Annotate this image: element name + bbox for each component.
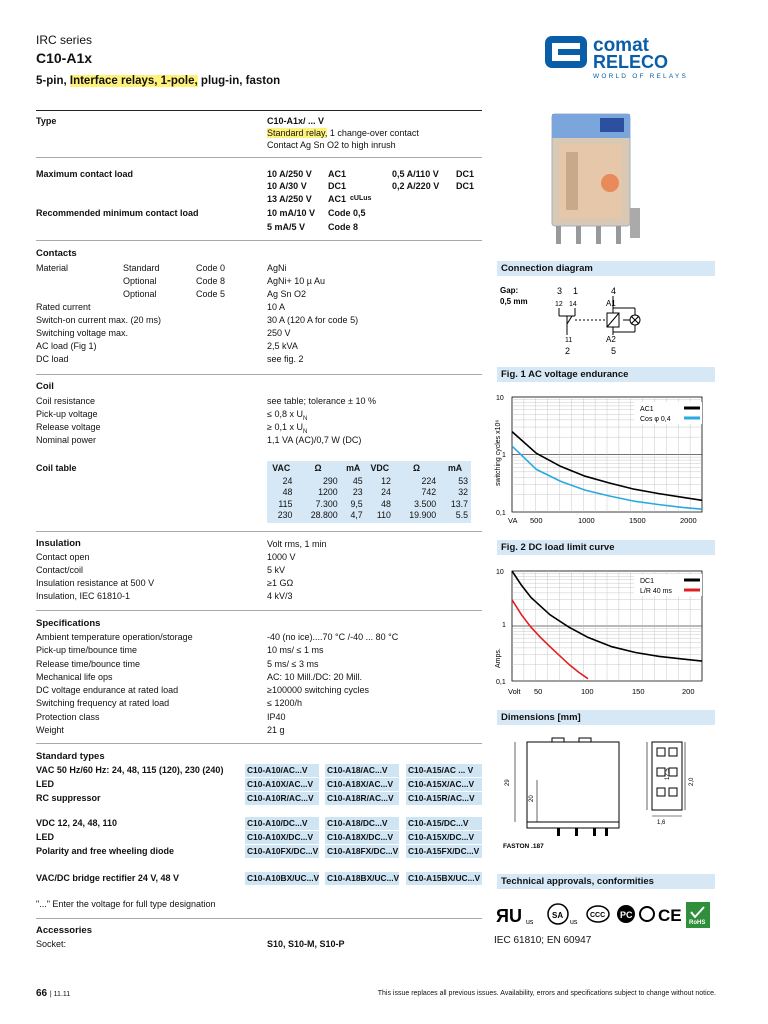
min-load-a0: 10 mA/10 V [267,208,316,218]
spec-val-2: 5 ms/ ≤ 3 ms [267,659,319,669]
divider [36,918,482,919]
contacts-key-4: DC load [36,354,69,364]
connection-diagram-title: Connection diagram [497,261,715,276]
coil-cell: 4,7 [350,509,363,520]
connection-diagram-icon [497,280,715,360]
fig1-ytick-2: 0,1 [496,510,506,517]
conn-label-14: 14 [569,301,577,308]
fig2-ytick-1: 1 [502,622,506,629]
dim-body [527,742,619,822]
coil-cell: 3.500 [414,498,437,509]
insulation-val-3: ≥1 GΩ [267,578,294,588]
logo-word-comat: comat [593,35,649,56]
coil-cell: 742 [421,487,437,498]
contacts-val-1: 30 A (120 A for code 5) [267,315,359,325]
max-load-b1: DC1 [328,181,347,191]
insulation-key-4: Insulation, IEC 61810-1 [36,591,131,601]
coil-cell: 115 [278,498,293,509]
insulation-key-1: Contact open [36,552,90,562]
min-load-b0: Code 0,5 [328,208,366,218]
material-opt-2: Optional [123,289,157,299]
fig2-ytick-2: 0,1 [496,679,506,686]
coil-cell: 23 [352,487,363,498]
page-number: 66 [36,988,48,999]
fig2-xlabel: Volt [508,687,521,696]
min-load-a1: 5 mA/5 V [267,222,306,232]
table-row [267,487,471,498]
fig2-chart [492,560,718,700]
coil-cell: 5.5 [455,509,468,520]
conn-pin-1: 1 [573,286,579,296]
ul-recognized-icon [496,906,534,926]
conn-pin-4: 4 [611,286,617,296]
fig1-ytick-0: 10 [496,395,504,402]
material-val-0: AgNi [267,263,287,273]
contacts-key-3: AC load (Fig 1) [36,341,97,351]
insulation-title: Insulation [36,538,81,549]
fig2-xtick-1: 100 [581,687,594,696]
coil-key-1: Pick-up voltage [36,409,98,419]
standard-types-title: Standard types [36,751,105,762]
std-key-3: VDC 12, 24, 48, 110 [36,818,118,828]
divider [36,743,482,744]
spec-val-0: -40 (no ice)....70 °C /-40 ... 80 °C [267,632,399,642]
fig1-xtick-1: 1000 [578,516,595,525]
spec-key-4: DC voltage endurance at rated load [36,685,179,695]
specs-title: Specifications [36,618,101,629]
logo-tagline: WORLD OF RELAYS [593,73,689,80]
approvals-title: Technical approvals, conformities [497,874,715,889]
fig1-xtick-0: 500 [530,516,543,525]
svg-text:ЯU: ЯU [496,906,522,926]
coil-cell: 1200 [318,487,338,498]
material-val-2: Ag Sn O2 [267,289,307,299]
type-code: C10-A10X/AC...V [245,778,319,791]
material-code-2: Code 5 [196,289,226,299]
conn-pin-3: 3 [557,286,563,296]
coil-val-2-text: ≥ 0,1 x U [267,422,303,432]
type-code: C10-A15BX/UC...V [408,873,481,883]
type-code: C10-A18/DC...V [325,817,399,830]
coil-cell: 24 [282,476,293,486]
type-code: C10-A10BX/UC...V [247,873,319,883]
accessories-title: Accessories [36,925,92,936]
dimensions-drawing-icon [497,730,715,860]
type-code: C10-A15R/AC...V [406,792,482,805]
conn-label-12: 12 [555,301,563,308]
fig2-legend-1: L/R 40 ms [640,588,672,595]
coil-cell: 32 [458,487,468,498]
divider [36,240,482,241]
insulation-val-4: 4 kV/3 [267,591,293,601]
material-opt-0: Standard [123,263,160,273]
coil-cell: 48 [381,498,391,509]
dim-label-faston: FASTON .187 [503,843,544,850]
coil-key-0: Coil resistance [36,396,96,406]
coil-val-1-text: ≤ 0,8 x U [267,409,303,419]
coil-val-3: 1,1 VA (AC)/0,7 W (DC) [267,435,362,445]
conn-label-11: 11 [565,337,573,344]
material-opt-1: Optional [123,276,157,286]
contacts-val-4: see fig. 2 [267,354,304,364]
fig1-xtick-2: 1500 [629,516,646,525]
relay-product-image [540,108,650,253]
insulation-val-0: Volt rms, 1 min [267,539,327,549]
fig2-xtick-3: 200 [682,687,695,696]
coil-cell: 24 [381,487,391,498]
accessories-val: S10, S10-M, S10-P [267,939,345,949]
coil-cell: 12 [381,476,391,486]
coil-head-vdc: VDC [370,463,390,473]
conn-pin-2: 2 [565,346,571,356]
fig1-legend-1: Cos φ 0,4 [640,416,671,423]
table-row [267,499,471,510]
std-key-6: VAC/DC bridge rectifier 24 V, 48 V [36,873,180,883]
max-load-c0: 0,5 A/110 V [392,169,439,179]
contacts-val-2: 250 V [267,328,291,338]
max-load-label: Maximum contact load [36,169,134,179]
coil-head-ohm: Ω [413,463,421,473]
footer-note: This issue replaces all previous issues. Availability, errors and specifications subject to change without notice. [377,990,716,997]
fig1-ylabel: switching cycles x10⁶ [495,419,502,486]
coil-head-ohm: Ω [314,463,322,473]
type-code: C10-A15/DC...V [406,817,482,830]
spec-val-3: AC: 10 Mill./DC: 20 Mill. [267,672,363,682]
type-code: C10-A10X/DC...V [245,831,319,844]
dim-label-1-6: 1,6 [657,820,666,826]
max-load-b0: AC1 [328,169,347,179]
material-code-0: Code 0 [196,263,226,273]
subtitle-suffix: plug-in, faston [197,75,281,87]
conn-pin-5: 5 [611,346,617,356]
material-val-1: AgNi+ 10 µ Au [267,276,325,286]
fig2-ytick-0: 10 [496,569,504,576]
conn-gap-label: Gap: [500,286,519,295]
fig1-xlabel: VA [508,516,518,525]
fig2-xtick-2: 150 [632,687,645,696]
ul-mark-icon: cULus [350,195,372,202]
type-description-2: Contact Ag Sn O2 to high inrush [267,140,396,150]
contacts-val-0: 10 A [267,302,286,312]
gost-icon [640,907,654,921]
spec-val-5: ≤ 1200/h [267,698,302,708]
series-label: IRC series [36,33,93,47]
accessories-key: Socket: [36,939,67,949]
approval-standards: IEC 61810; EN 60947 [494,935,592,946]
coil-cell: 7.300 [315,498,338,509]
page-number-block: 66 | 11.11 [36,988,71,999]
type-code: C10-A15FX/DC...V [406,845,482,858]
fig1-ytick-1: 1 [502,452,506,459]
contacts-key-1: Switch-on current max. (20 ms) [36,315,162,325]
coil-cell: 28.800 [310,509,338,520]
dim-label-29: 29 [505,779,511,786]
spec-key-0: Ambient temperature operation/storage [36,632,193,642]
svg-text:SA: SA [552,911,564,920]
max-load-a1: 10 A/30 V [267,181,307,191]
fig2-ylabel: Amps. [495,648,502,668]
coil-val-2-sub: N [302,428,308,435]
divider [36,110,482,111]
coil-cell: 53 [458,476,468,486]
relay-image-icon [540,108,650,253]
type-code: C10-A10/DC...V [245,817,319,830]
coil-cell: 224 [421,476,437,486]
max-load-c1: 0,2 A/220 V [392,181,440,191]
coil-cell: 45 [352,476,363,486]
svg-text:PC: PC [620,910,633,920]
fig1-legend-0: AC1 [640,406,654,413]
type-code: C10-A10R/AC...V [245,792,319,805]
logo-word-releco: RELECO [593,52,669,72]
max-load-d1: DC1 [456,181,475,191]
model-title: C10-A1x [36,50,93,66]
std-key-4: LED [36,832,54,842]
spec-key-6: Protection class [36,712,100,722]
std-key-1: LED [36,779,54,789]
fig2-title: Fig. 2 DC load limit curve [497,540,715,555]
spec-val-7: 21 g [267,725,285,735]
dim-label-20: 20 [529,795,535,802]
spec-key-3: Mechanical life ops [36,672,113,682]
divider [36,157,482,158]
coil-cell: 110 [376,509,391,520]
material-label: Material [36,263,69,273]
std-key-5: Polarity and free wheeling diode [36,846,175,856]
issue-date: 11.11 [53,991,71,998]
standard-types-note: "..." Enter the voltage for full type designation [36,899,216,909]
coil-cell: 13.7 [450,498,468,509]
spec-key-1: Pick-up time/bounce time [36,645,138,655]
coil-cell: 230 [277,509,293,520]
type-code: C10-A18BX/UC...V [327,873,399,883]
coil-head-vac: VAC [272,463,291,473]
conn-gap-value: 0,5 mm [500,297,528,306]
contacts-key-0: Rated current [36,302,91,312]
coil-cell: 9,5 [350,498,363,509]
svg-text:us: us [526,919,534,926]
max-load-a0: 10 A/250 V [267,169,312,179]
max-load-a2: 13 A/250 V [267,194,312,204]
type-code: C10-A15X/AC...V [406,778,482,791]
insulation-key-3: Insulation resistance at 500 V [36,578,155,588]
subtitle-prefix: 5-pin, [36,75,70,87]
type-code: C10-A18FX/DC...V [327,846,399,856]
std-key-0: VAC 50 Hz/60 Hz: 24, 48, 115 (120), 230 (240) [36,765,224,775]
max-load-b2: AC1 [328,194,347,204]
conn-label-a2: A2 [606,335,616,344]
insulation-val-2: 5 kV [267,565,286,575]
insulation-key-2: Contact/coil [36,565,84,575]
svg-text:RoHS: RoHS [689,920,706,926]
insulation-val-1: 1000 V [267,552,296,562]
approval-marks [492,898,718,932]
contacts-title: Contacts [36,248,77,259]
coil-title: Coil [36,381,54,392]
coil-val-0: see table; tolerance ± 10 % [267,396,377,406]
svg-text:CE: CE [658,906,682,925]
max-load-d0: DC1 [456,169,475,179]
dim-label-2-0: 2,0 [689,777,695,786]
fig2-series-line-1 [512,600,588,679]
type-desc-highlight: Standard relay, [267,128,328,138]
type-code: C10-A10/AC...V [245,764,319,777]
ccc-icon [587,906,609,922]
coil-table-label: Coil table [36,463,77,473]
type-code: C10-A18X/AC...V [325,778,399,791]
coil-table-grid [267,461,471,521]
coil-head-ma: mA [346,463,361,473]
coil-table [267,461,471,523]
connection-diagram [497,280,715,360]
csa-icon [548,904,578,926]
type-code: C10-A18X/DC...V [325,831,399,844]
page-subtitle [36,75,280,87]
conn-label-a1: A1 [606,299,616,308]
ce-mark-icon [658,906,682,925]
svg-text:CCC: CCC [590,912,606,919]
dimensions-title: Dimensions [mm] [497,710,715,725]
std-key-2: RC suppressor [36,793,101,803]
spec-val-1: 10 ms/ ≤ 1 ms [267,645,324,655]
type-label: Type [36,116,57,126]
coil-cell: 48 [282,487,293,498]
divider [36,531,482,532]
divider [36,374,482,375]
type-code: C10-A10FX/DC...V [247,846,319,856]
spec-val-4: ≥100000 switching cycles [267,685,369,695]
coil-head-ma: mA [447,463,463,473]
contacts-val-3: 2,5 kVA [267,341,298,351]
table-row [267,476,471,487]
fig1-title: Fig. 1 AC voltage endurance [497,367,715,382]
min-load-b1: Code 8 [328,222,359,232]
comat-logo-icon [545,34,715,80]
table-row [267,510,471,521]
spec-key-2: Release time/bounce time [36,659,141,669]
type-code: C10-A15/AC ... V [406,764,482,777]
svg-text:us: us [570,919,578,926]
contacts-key-2: Switching voltage max. [36,328,129,338]
min-load-label: Recommended minimum contact load [36,208,199,218]
fig1-chart [492,386,718,526]
subtitle-highlight: Interface relays, 1-pole, [69,75,198,87]
fig2-xtick-0: 50 [534,687,543,696]
pc-icon [617,905,635,923]
type-description [267,127,419,139]
coil-val-1-sub: N [302,415,308,422]
type-code: C10-A18R/AC...V [325,792,399,805]
coil-key-2: Release voltage [36,422,101,432]
fig2-legend-0: DC1 [640,578,655,585]
coil-key-3: Nominal power [36,435,97,445]
coil-cell: 19.900 [409,509,437,520]
type-desc-rest: 1 change-over contact [327,128,419,138]
rohs-icon [686,902,710,928]
type-model: C10-A1x/ ... V [267,116,325,126]
spec-key-7: Weight [36,725,64,735]
material-code-1: Code 8 [196,276,226,286]
type-code: C10-A18/AC...V [325,764,399,777]
dim-label-12-5: 12,5 [665,768,671,780]
spec-key-5: Switching frequency at rated load [36,698,170,708]
spec-val-6: IP40 [267,712,286,722]
fig1-xtick-3: 2000 [680,516,697,525]
brand-logo [545,34,715,80]
type-code: C10-A15X/DC...V [406,831,482,844]
divider [36,610,482,611]
coil-cell: 290 [322,476,338,486]
